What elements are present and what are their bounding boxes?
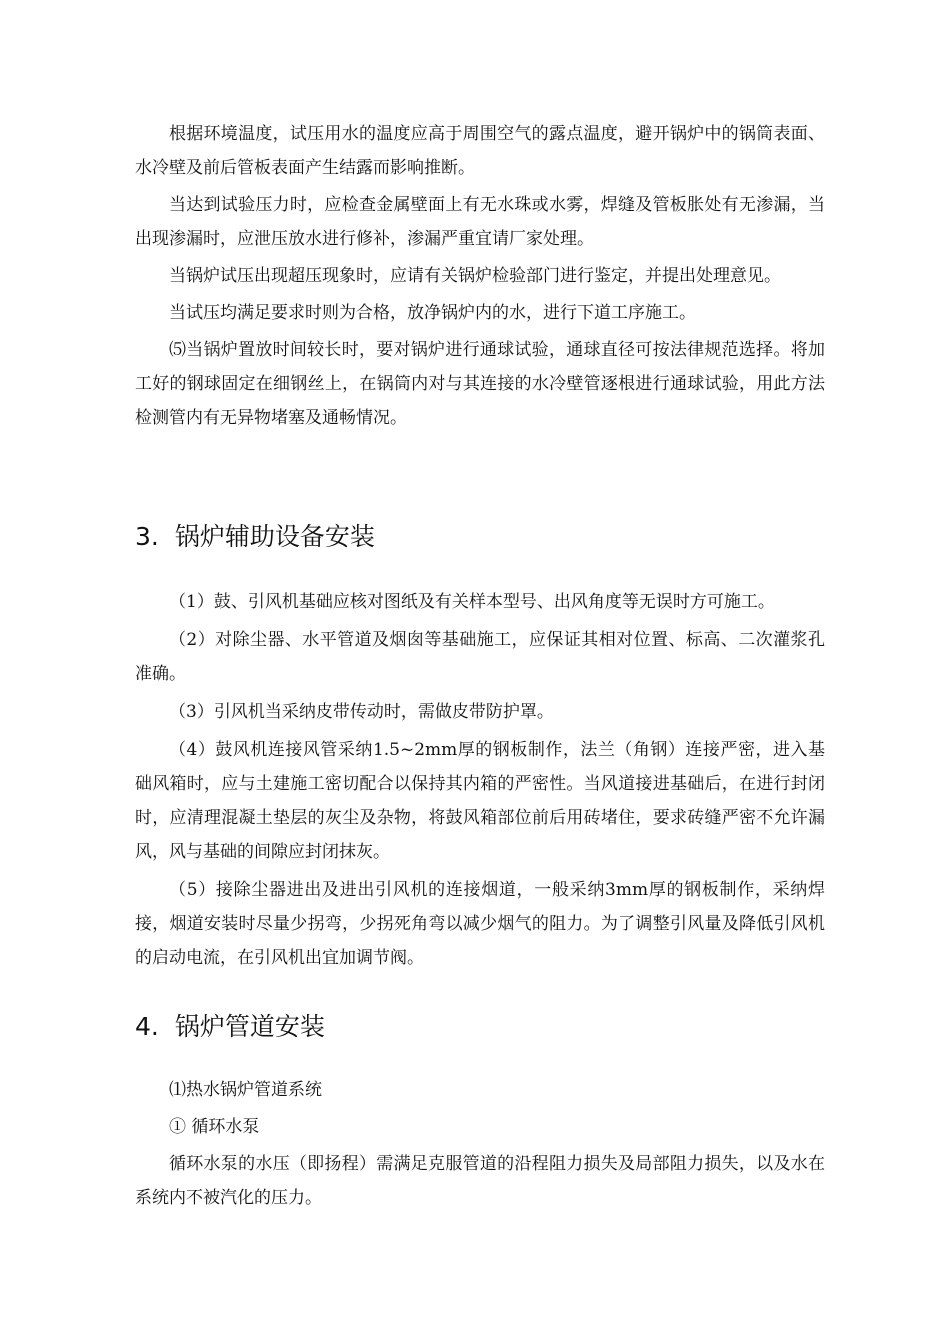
subheading: ① 循环水泵 <box>169 1117 260 1137</box>
subheading: ⑴热水锅炉管道系统 <box>169 1080 322 1100</box>
previous-section-body <box>135 117 825 435</box>
section-4-body <box>135 1073 825 1218</box>
paragraph: （2）对除尘器、水平管道及烟囱等基础施工，应保证其相对位置、标高、二次灌浆孔准确。 <box>135 630 825 684</box>
paragraph: 当锅炉试压出现超压现象时，应请有关锅炉检验部门进行鉴定，并提出处理意见。 <box>169 266 781 286</box>
paragraph: （5）接除尘器进出及进出引风机的连接烟道，一般采纳3mm厚的钢板制作，采纳焊接，烟道安装时尽量少拐弯，少拐死角弯以减少烟气的阻力。为了调整引风量及降低引风机的启动电流，在引风机出宜加调节阀。 <box>135 880 825 968</box>
paragraph: ⑸当锅炉置放时间较长时，要对锅炉进行通球试验，通球直径可按法律规范选择。将加工好的钢球固定在细钢丝上，在锅筒内对与其连接的水冷壁管逐根进行通球试验，用此方法检测管内有无异物堵塞及通畅情况。 <box>135 340 825 428</box>
section-title: 锅炉辅助设备安装 <box>174 522 375 551</box>
paragraph: 当达到试验压力时，应检查金属壁面上有无水珠或水雾，焊缝及管板胀处有无渗漏，当出现渗漏时，应泄压放水进行修补，渗漏严重宜请厂家处理。 <box>135 195 825 249</box>
section-number: 3. <box>135 522 159 551</box>
section-number: 4. <box>135 1012 159 1041</box>
section-3-body <box>135 585 825 979</box>
paragraph: 根据环境温度，试压用水的温度应高于周围空气的露点温度，避开锅炉中的锅筒表面、水冷壁及前后管板表面产生结露而影响推断。 <box>135 124 825 178</box>
paragraph: （4）鼓风机连接风管采纳1.5~2mm厚的钢板制作，法兰（角钢）连接严密，进入基础风箱时，应与土建施工密切配合以保持其内箱的严密性。当风道接进基础后，在进行封闭时，应清理混凝土垫层的灰尘及杂物，将鼓风箱部位前后用砖堵住，要求砖缝严密不允许漏风，风与基础的间隙应封闭抹灰。 <box>135 740 825 862</box>
section-4-heading <box>135 1010 325 1044</box>
section-title: 锅炉管道安装 <box>174 1012 325 1041</box>
paragraph: （3）引风机当采纳皮带传动时，需做皮带防护罩。 <box>169 702 554 722</box>
paragraph: 循环水泵的水压（即扬程）需满足克服管道的沿程阻力损失及局部阻力损失，以及水在系统内不被汽化的压力。 <box>135 1154 825 1208</box>
paragraph: 当试压均满足要求时则为合格，放净锅炉内的水，进行下道工序施工。 <box>169 303 696 323</box>
paragraph: （1）鼓、引风机基础应核对图纸及有关样本型号、出风角度等无误时方可施工。 <box>169 592 775 612</box>
section-3-heading <box>135 520 375 554</box>
